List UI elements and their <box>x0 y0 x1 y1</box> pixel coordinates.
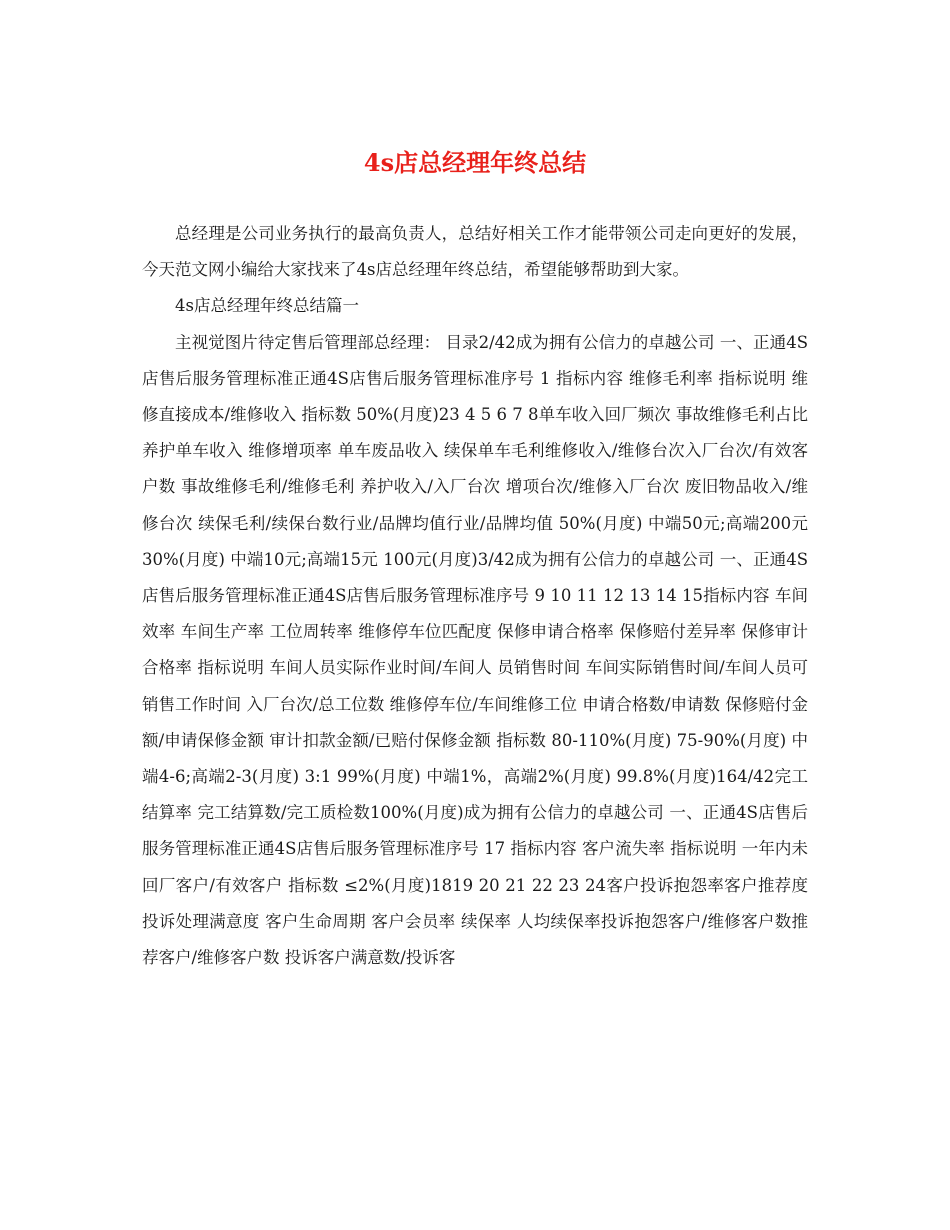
document-body <box>142 216 808 976</box>
body-paragraph: 主视觉图片待定售后管理部总经理： 目录2/42成为拥有公信力的卓越公司 一、正通4S店售后服务管理标准正通4S店售后服务管理标准序号 1 指标内容 维修毛利率 指标说明 维修直接成本/维修收入 指标数 50%(月度)23 4 5 6 7 8单车收入回厂频次 事故维修毛利占比 养护单车收入 维修增项率 单车废品收入 续保单车毛利维修收入/维修台次入厂台次/有效客户数 事故维修毛利/维修毛利 养护收入/入厂台次 增项台次/维修入厂台次 废旧物品收入/维修台次 续保毛利/续保台数行业/品牌均值行业/品牌均值 50%(月度) 中端50元;高端200元 30%(月度) 中端10元;高端15元 100元(月度)3/42成为拥有公信力的卓越公司 一、正通4S店售后服务管理标准正通4S店售后服务管理标准序号 9 10 11 12 13 14 15指标内容 车间效率 车间生产率 工位周转率 维修停车位匹配度 保修申请合格率 保修赔付差异率 保修审计合格率 指标说明 车间人员实际作业时间/车间人 员销售时间 车间实际销售时间/车间人员可 销售工作时间 入厂台次/总工位数 维修停车位/车间维修工位 申请合格数/申请数 保修赔付金额/申请保修金额 审计扣款金额/已赔付保修金额 指标数 80-110%(月度) 75-90%(月度) 中端4-6;高端2-3(月度) 3:1 99%(月度) 中端1%，高端2%(月度) 99.8%(月度)164/42完工结算率 完工结算数/完工质检数100%(月度)成为拥有公信力的卓越公司 一、正通4S店售后服务管理标准正通4S店售后服务管理标准序号 17 指标内容 客户流失率 指标说明 一年内未回厂客户/有效客户 指标数 ≤2%(月度)1819 20 21 22 23 24客户投诉抱怨率客户推荐度 投诉处理满意度 客户生命周期 客户会员率 续保率 人均续保率投诉抱怨客户/维修客户数推荐客户/维修客户数 投诉客户满意数/投诉客 <box>142 332 808 968</box>
section-heading: 4s店总经理年终总结篇一 <box>175 296 359 316</box>
document-title: 4s店总经理年终总结 <box>363 148 587 177</box>
intro-paragraph: 总经理是公司业务执行的最高负责人，总结好相关工作才能带领公司走向更好的发展，今天范文网小编给大家找来了4s店总经理年终总结，希望能够帮助到大家。 <box>142 224 808 280</box>
